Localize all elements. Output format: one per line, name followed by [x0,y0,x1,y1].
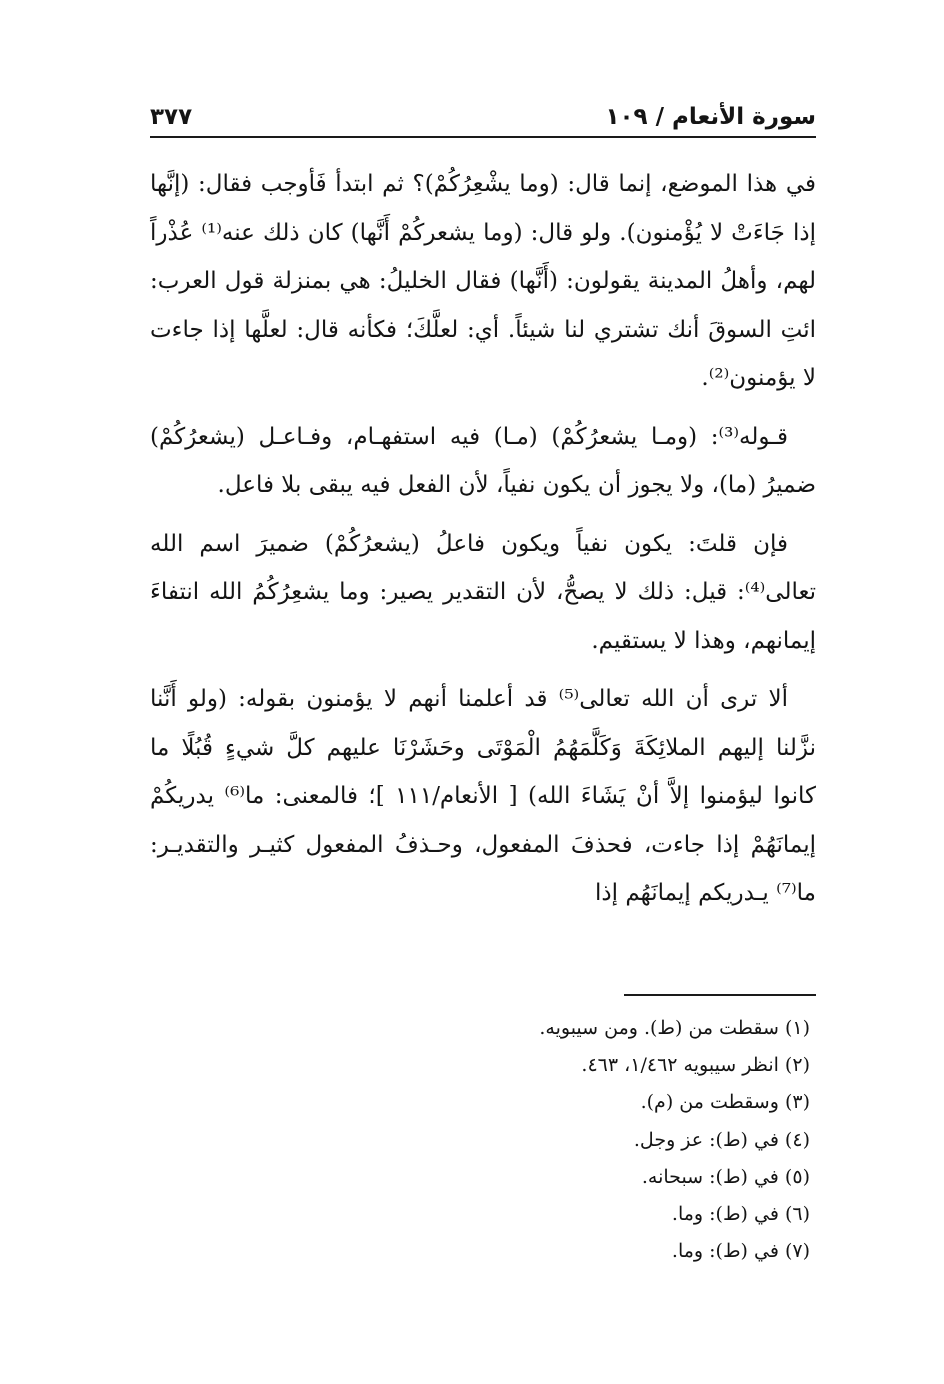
footnote-5: (٥) في (ط): سبحانه. [641,1165,810,1188]
footnote-divider [624,994,816,996]
main-text [150,160,816,928]
paragraph-2: قـوله⁽³⁾: (ومـا يشعرُكُمْ) (مـا) فيه استفهـام، وفـاعـل (يشعرُكُمْ) ضميرُ (ما)، ولا يجوز أن يكون نفياً، لأن الفعل فيه يبقى بلا فاعل. [150,423,816,498]
footnote-6: (٦) في (ط): وما. [671,1203,810,1226]
footnote-1: (١) سقطت من (ط). ومن سيبويه. [539,1017,810,1039]
footnote-7: (٧) في (ط): وما. [671,1240,810,1263]
running-header [150,96,816,132]
header-divider [150,136,816,138]
surah-title: سورة الأنعام / ١٠٩ [605,104,816,130]
paragraph-1: في هذا الموضع، إنما قال: (وما يشْعِرُكُمْ)؟ ثم ابتدأ فَأوجب فقال: (إنَّها إذا جَاءَتْ لا يُؤْمنون). ولو قال: (وما يشعركُمْ أَنَّها) كان ذلك عنه⁽¹⁾ عُذْراً لهم، وأهلُ المدينة يقولون: (أَنَّها) فقال الخليلُ: هي بمنزلة قول العرب: ائتِ السوقَ أنك تشتري لنا شيئاً. أي: لعلَّكَ؛ فكأنه قال: لعلَّها إذا جاءت لا يؤمنون⁽²⁾. [150,171,816,391]
footnote-4: (٤) في (ط): عز وجل. [633,1128,810,1151]
footnote-3: (٣) وسقطت من (م). [640,1091,810,1114]
footnotes [150,1010,810,1270]
footnote-2: (٢) انظر سيبويه ١/٤٦٢، ٤٦٣. [581,1054,810,1077]
paragraph-4: ألا ترى أن الله تعالى⁽⁵⁾ قد أعلمنا أنهم لا يؤمنون بقوله: (ولو أَنَّنا نزَّلنا إليهم الملائِكَةَ وَكَلَّمَهُمُ الْمَوْتَى وحَشَرْنَا عليهم كلَّ شيءٍ قُبُلًا ما كانوا ليؤمنوا إلاَّ أنْ يَشَاءَ الله) [ الأنعام/١١١ ]؛ فالمعنى: ما⁽⁶⁾ يدريكُمْ إيمانَهُمْ إذا جاءت، فحذفَ المفعول، وحـذفُ المفعول كثيـر والتقديـر: ما⁽⁷⁾ يـدريكم إيمانَهُم إذا [150,686,816,906]
page-number: ٣٧٧ [150,104,193,130]
paragraph-3: فإن قلتَ: يكون نفياً ويكون فاعلُ (يشعرُكُمْ) ضميرَ اسم الله تعالى⁽⁴⁾: قيل: ذلك لا يصحُّ، لأن التقدير يصير: وما يشعِرُكُمُ الله انتفاءَ إيمانهم، وهذا لا يستقيم. [150,530,816,654]
